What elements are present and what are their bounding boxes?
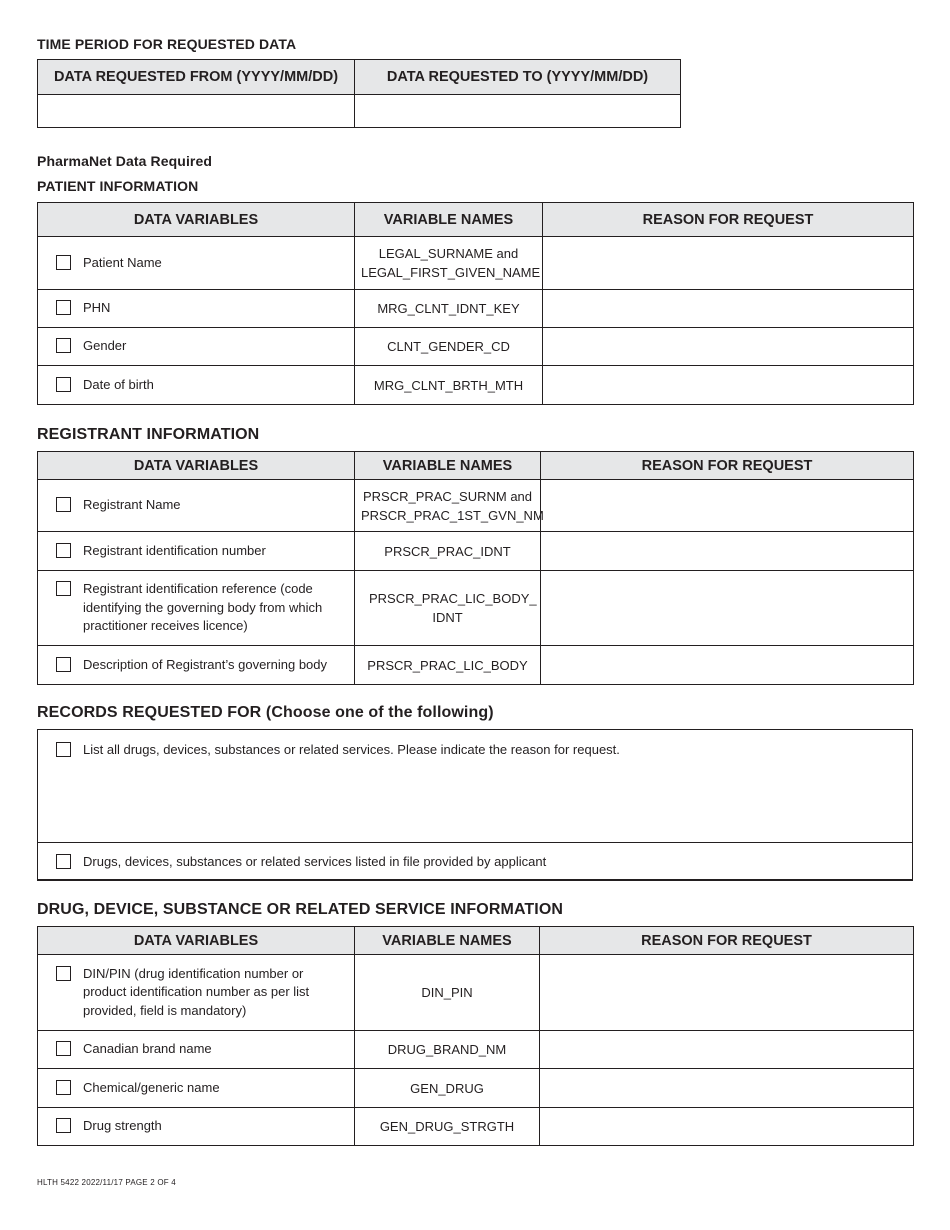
reason-field[interactable]	[543, 366, 914, 405]
reason-field[interactable]	[540, 1069, 914, 1108]
table-row	[38, 328, 914, 366]
data-variable-label: Registrant Name	[83, 497, 181, 513]
col-header-data-variables: DATA VARIABLES	[38, 927, 355, 955]
variable-name: GEN_DRUG	[355, 1069, 540, 1108]
records-title: RECORDS REQUESTED FOR (Choose one of the following)	[37, 704, 494, 721]
col-header-variable-names: VARIABLE NAMES	[355, 203, 543, 237]
reason-field[interactable]	[540, 1108, 914, 1146]
file-provided-label: Drugs, devices, substances or related services listed in file provided by applicant	[83, 854, 547, 869]
records-option-file	[38, 853, 912, 871]
col-header-data-variables: DATA VARIABLES	[38, 203, 355, 237]
table-row	[38, 532, 914, 571]
data-variable-label: Canadian brand name	[83, 1041, 212, 1057]
records-box	[37, 729, 913, 881]
variable-name: GEN_DRUG_STRGTH	[355, 1108, 540, 1146]
table-row	[38, 480, 914, 532]
data-variable-label: Registrant identification reference (code identifying the governing body from which practitioner receives licence)	[83, 581, 323, 634]
data-variable-label: Chemical/generic name	[83, 1079, 220, 1095]
registrant-id-reference-checkbox[interactable]	[56, 581, 71, 596]
variable-name: LEGAL_SURNAME and LEGAL_FIRST_GIVEN_NAME	[355, 237, 543, 290]
col-header-from: DATA REQUESTED FROM (YYYY/MM/DD)	[38, 60, 355, 95]
data-variable-label: DIN/PIN (drug identification number or product identification number as per list provided, field is mandatory)	[83, 965, 310, 1018]
data-variable-label: PHN	[83, 300, 111, 316]
variable-name: PRSCR_PRAC_IDNT	[355, 532, 541, 571]
data-variable-label: Gender	[83, 338, 127, 354]
registrant-title: REGISTRANT INFORMATION	[37, 426, 260, 443]
reason-field[interactable]	[543, 328, 914, 366]
file-provided-checkbox[interactable]	[56, 854, 71, 869]
variable-name: DRUG_BRAND_NM	[355, 1031, 540, 1069]
gender-checkbox[interactable]	[56, 338, 71, 353]
reason-field[interactable]	[541, 646, 914, 685]
variable-name: MRG_CLNT_IDNT_KEY	[355, 290, 543, 328]
col-header-to: DATA REQUESTED TO (YYYY/MM/DD)	[355, 60, 681, 95]
patient-name-checkbox[interactable]	[56, 255, 71, 270]
reason-field[interactable]	[541, 532, 914, 571]
registrant-id-number-checkbox[interactable]	[56, 543, 71, 558]
drug-table	[37, 926, 914, 1146]
table-row	[38, 290, 914, 328]
list-all-checkbox[interactable]	[56, 742, 71, 757]
col-header-variable-names: VARIABLE NAMES	[355, 927, 540, 955]
variable-name: PRSCR_PRAC_LIC_BODY_ IDNT	[355, 571, 541, 646]
table-row	[38, 646, 914, 685]
col-header-reason: REASON FOR REQUEST	[540, 927, 914, 955]
reason-field[interactable]	[540, 955, 914, 1031]
col-header-reason: REASON FOR REQUEST	[541, 452, 914, 480]
table-row	[38, 571, 914, 646]
data-variable-label: Registrant identification number	[83, 542, 266, 558]
variable-name: MRG_CLNT_BRTH_MTH	[355, 366, 543, 405]
variable-name: PRSCR_PRAC_LIC_BODY	[355, 646, 541, 685]
data-variable-label: Date of birth	[83, 376, 154, 392]
table-row	[38, 366, 914, 405]
governing-body-description-checkbox[interactable]	[56, 657, 71, 672]
data-variable-label: Drug strength	[83, 1118, 162, 1134]
time-period-table	[37, 59, 681, 128]
table-row	[38, 1069, 914, 1108]
registrant-name-checkbox[interactable]	[56, 497, 71, 512]
pharmanet-title: PharmaNet Data Required	[37, 153, 213, 169]
drug-strength-checkbox[interactable]	[56, 1118, 71, 1133]
din-pin-checkbox[interactable]	[56, 966, 71, 981]
generic-name-checkbox[interactable]	[56, 1080, 71, 1095]
table-row	[38, 1031, 914, 1069]
patient-title: PATIENT INFORMATION	[37, 178, 199, 194]
reason-field[interactable]	[543, 237, 914, 290]
form-footer: HLTH 5422 2022/11/17 PAGE 2 OF 4	[37, 1178, 176, 1187]
reason-field[interactable]	[541, 571, 914, 646]
date-of-birth-checkbox[interactable]	[56, 377, 71, 392]
date-to-field[interactable]	[355, 95, 681, 128]
phn-checkbox[interactable]	[56, 300, 71, 315]
brand-name-checkbox[interactable]	[56, 1041, 71, 1056]
patient-table	[37, 202, 914, 405]
date-from-field[interactable]	[38, 95, 355, 128]
registrant-table	[37, 451, 914, 685]
col-header-data-variables: DATA VARIABLES	[38, 452, 355, 480]
reason-field[interactable]	[541, 480, 914, 532]
time-period-title: TIME PERIOD FOR REQUESTED DATA	[37, 36, 297, 52]
list-all-label: List all drugs, devices, substances or related services. Please indicate the reason for request.	[83, 742, 620, 757]
variable-name: DIN_PIN	[355, 955, 540, 1031]
variable-name: PRSCR_PRAC_SURNM and PRSCR_PRAC_1ST_GVN_NM	[355, 480, 541, 532]
data-variable-label: Description of Registrant’s governing body	[83, 656, 328, 672]
table-row	[38, 955, 914, 1031]
drug-title: DRUG, DEVICE, SUBSTANCE OR RELATED SERVICE INFORMATION	[37, 901, 564, 918]
data-variable-label: Patient Name	[83, 254, 162, 270]
variable-name: CLNT_GENDER_CD	[355, 328, 543, 366]
reason-field[interactable]	[540, 1031, 914, 1069]
col-header-reason: REASON FOR REQUEST	[543, 203, 914, 237]
records-option-all	[38, 741, 912, 759]
records-divider	[38, 842, 912, 843]
table-row	[38, 1108, 914, 1146]
col-header-variable-names: VARIABLE NAMES	[355, 452, 541, 480]
table-row	[38, 237, 914, 290]
reason-field[interactable]	[543, 290, 914, 328]
